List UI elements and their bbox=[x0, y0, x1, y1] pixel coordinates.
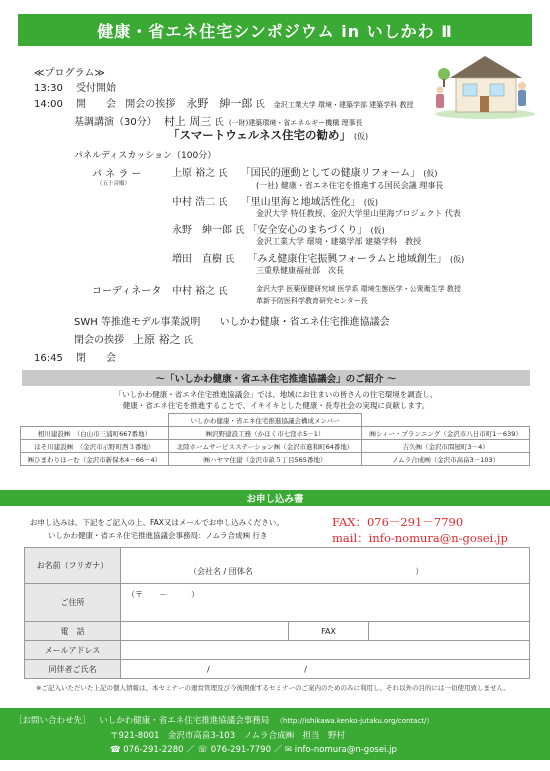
panelist-1-honor: 氏 bbox=[218, 169, 228, 179]
member-table-header: いしかわ健康・省エネ住宅推進協議会構成メンバー bbox=[168, 414, 361, 427]
fax-field-label: FAX bbox=[289, 622, 369, 641]
apply-heading: お申し込み書 bbox=[0, 490, 550, 506]
company-hint: （会社名 / 団体名 bbox=[189, 567, 253, 576]
panelist-2-affiliation: 金沢大学 特任教授、金沢大学里山里海プロジェクト 代表 bbox=[256, 209, 461, 218]
coordinator-label: コーディネータ bbox=[92, 286, 162, 297]
panelist-2-honor: 氏 bbox=[218, 198, 228, 208]
mail-icon: ✉ bbox=[284, 745, 293, 755]
keynote-title-row bbox=[168, 127, 368, 143]
footer-tel[interactable]: 076-291-2280 bbox=[123, 745, 184, 755]
phone-field[interactable] bbox=[121, 622, 289, 641]
panelist-4-affiliation: 三重県健康福祉部 次長 bbox=[256, 266, 344, 275]
panelist-3-affiliation: 金沢工業大学 環境・建築学部 建築学科 教授 bbox=[256, 237, 422, 246]
panelist-3-title: 「安全安心のまちづくり」 bbox=[247, 225, 368, 236]
closing-greeting-row bbox=[74, 331, 193, 347]
apply-mail[interactable]: mail：info-nomura@n-gosei.jp bbox=[332, 531, 508, 545]
coordinator-name-row bbox=[172, 282, 227, 297]
panelist-3-name: 永野 紳一郎 bbox=[172, 225, 232, 236]
association-heading: ～「いしかわ健康・省エネ住宅推進協議会」のご紹介 ～ bbox=[22, 370, 530, 386]
address-field[interactable] bbox=[121, 584, 530, 622]
member-cell: ㈱沢野建設工務（かほく市七窪ホ5－1） bbox=[168, 427, 361, 440]
panelist-1-tentative: (仮) bbox=[423, 169, 438, 178]
program-heading: ≪プログラム≫ bbox=[34, 68, 105, 79]
member-cell: ㈱ハヤマ住建（金沢市畝５丁目565番地） bbox=[168, 453, 361, 466]
greeting-affiliation: 金沢工業大学 環境・建築学部 建築学科 教授 bbox=[273, 101, 414, 109]
open-time: 14:00 bbox=[34, 99, 63, 110]
keynote-affiliation: (一財)建築環境・省エネルギー機構 理事長 bbox=[228, 119, 363, 127]
panelist-order: （五十音順） bbox=[97, 181, 131, 187]
closing-greeting-name: 上原 裕之 bbox=[133, 333, 181, 346]
apply-note-1: お申し込みは、下記をご記入の上、FAX又はメールでお申し込みください。 bbox=[30, 518, 284, 527]
closing-greeting-label: 閉会の挨拶 bbox=[74, 335, 124, 346]
table-row bbox=[21, 440, 530, 453]
company-hint-close: ） bbox=[415, 567, 424, 576]
office-url[interactable]: （http://ishikawa.kenko-jutaku.org/contact/） bbox=[275, 717, 434, 725]
association-desc-line-1: 「いしかわ健康・省エネ住宅推進協議会」では、地域にお住まいの皆さんの住宅環境を調査し、 bbox=[114, 390, 438, 399]
footer-line-1 bbox=[14, 714, 433, 726]
panelist-4-tentative: (仮) bbox=[449, 255, 465, 264]
closing-row bbox=[34, 349, 116, 364]
panelist-3-tentative: (仮) bbox=[370, 226, 385, 235]
panelist-3-honor: 氏 bbox=[235, 226, 245, 236]
coordinator-affiliation-2: 革新予防医科学教育研究センター長 bbox=[256, 297, 368, 305]
panelist-1-title: 「国民的運動としての健康リフォーム」 bbox=[240, 168, 421, 179]
application-form bbox=[24, 547, 530, 679]
footer-address: 〒921-8001 金沢市高畠3-103 ノムラ合成㈱ 担当 野村 bbox=[110, 731, 346, 741]
keynote-tentative: (仮) bbox=[353, 132, 369, 141]
panelist-label: パ ネ ラ ー bbox=[92, 169, 142, 180]
footer-email[interactable]: info-nomura@n-gosei.jp bbox=[294, 745, 397, 755]
coordinator-affiliation-1: 金沢大学 医薬保健研究域 医学系 環境生態医学・公衆衛生学 教授 bbox=[256, 285, 461, 293]
panelist-1-name: 上原 裕之 bbox=[172, 168, 216, 179]
greeting-label: 開会の挨拶 bbox=[125, 99, 176, 110]
reception-label: 受付開始 bbox=[76, 83, 117, 94]
panelist-1-affiliation: (一社) 健康・省エネ住宅を推進する国民会議 理事長 bbox=[256, 181, 444, 190]
name-field[interactable] bbox=[121, 548, 530, 584]
member-cell: 北陸ホームサービスステーション㈱（金沢市進和町64番地） bbox=[168, 440, 361, 453]
postal-hint: （〒 － ） bbox=[127, 590, 199, 599]
member-cell: ㈱ひまわりほーむ（金沢市新保本4－66－4） bbox=[21, 453, 169, 466]
office-name: いしかわ健康・省エネ住宅推進協議会事務局 bbox=[99, 716, 270, 726]
member-table bbox=[20, 413, 530, 466]
table-row bbox=[21, 453, 530, 466]
panelist-2-name: 中村 浩二 bbox=[172, 197, 216, 208]
member-cell: ほそ川建設㈱ （金沢市示野町西３番地） bbox=[21, 440, 169, 453]
table-row bbox=[21, 427, 530, 440]
email-field-label: メールアドレス bbox=[25, 641, 121, 660]
keynote-honor: 氏 bbox=[214, 118, 224, 128]
phone-field-label: 電 話 bbox=[25, 622, 121, 641]
footer bbox=[0, 708, 550, 760]
member-cell: 吉久㈱（金沢市問屋町3－4） bbox=[362, 440, 530, 453]
association-desc-line-2: 健康・省エネ住宅を推進することで、イキイキとした健康・長寿社会の実現に貢献します。 bbox=[122, 401, 430, 410]
page-title: 健康・省エネ住宅シンポジウム in いしかわ Ⅱ bbox=[18, 14, 532, 46]
house-illustration-icon bbox=[430, 50, 535, 120]
coordinator-name: 中村 裕之 bbox=[172, 286, 216, 297]
contact-label: ［お問い合わせ先］ bbox=[14, 716, 91, 726]
keynote-name: 村上 周三 bbox=[163, 115, 212, 128]
footer-line-3: ☎ 076-291-2280 ／ ☏ 076-291-7790 ／ ✉ info-nomura@n-gosei.jp bbox=[110, 745, 397, 755]
swh-org: いしかわ健康・省エネ住宅推進協議会 bbox=[219, 317, 390, 328]
closing-greeting-honor: 氏 bbox=[183, 336, 193, 346]
greeting-honor: 氏 bbox=[255, 100, 265, 110]
opening-row bbox=[34, 95, 413, 111]
panelist-4-name: 増田 直樹 bbox=[172, 254, 222, 265]
coordinator-honor: 氏 bbox=[218, 287, 228, 297]
close-label: 閉 会 bbox=[76, 353, 117, 364]
companion-field-label: 同伴者ご氏名 bbox=[25, 660, 121, 679]
member-cell: ㈱シィー・プランニング（金沢市八日市町1－639） bbox=[362, 427, 530, 440]
keynote-label: 基調講演（30分） bbox=[74, 117, 157, 128]
panelist-4-title: 「みえ健康住宅振興フォーラムと地域創生」 bbox=[247, 254, 447, 265]
panel-heading: パネルディスカッション（100分） bbox=[74, 151, 217, 161]
apply-fax: FAX：076－291－7790 bbox=[332, 515, 464, 529]
open-label: 開 会 bbox=[76, 99, 117, 110]
panelist-2-title: 「里山里海と地域活性化」 bbox=[240, 197, 361, 208]
member-cell: 相川建設㈱ （白山市三浦町667番地） bbox=[21, 427, 169, 440]
member-cell: ノムラ合成㈱（金沢市高畠3－103） bbox=[362, 453, 530, 466]
apply-note-2: いしかわ健康・省エネ住宅推進協議会事務局：ノムラ合成㈱ 行き bbox=[48, 531, 268, 540]
keynote-title: 「スマートウェルネス住宅の勧め」 bbox=[168, 128, 351, 142]
privacy-note: ※ご記入いただいた上記の個人情報は、本セミナーの運営管理及び今後開催するセミナーのご案内のためのみに利用し、それ以外の目的には一切使用致しません。 bbox=[36, 684, 510, 692]
panelist-4-honor: 氏 bbox=[225, 255, 235, 265]
panelist-1-title-row bbox=[172, 164, 438, 179]
companion-separator: / bbox=[304, 664, 307, 674]
name-field-label: お名前（フリガナ） bbox=[25, 548, 121, 584]
fax-field[interactable] bbox=[369, 622, 530, 641]
companion-field[interactable] bbox=[121, 660, 530, 679]
address-field-label: ご住所 bbox=[25, 584, 121, 622]
panelist-3-title-row bbox=[172, 221, 385, 236]
reception-row bbox=[34, 79, 116, 94]
fax-icon: ☏ bbox=[197, 745, 209, 755]
reception-time: 13:30 bbox=[34, 83, 63, 94]
close-time: 16:45 bbox=[34, 353, 63, 364]
panelist-4-title-row bbox=[172, 250, 464, 265]
association-description bbox=[22, 389, 530, 411]
phone-icon: ☎ bbox=[110, 745, 121, 755]
email-field[interactable] bbox=[121, 641, 530, 660]
panelist-2-title-row bbox=[172, 193, 378, 208]
swh-label: SWH 等推進モデル事業説明 bbox=[74, 317, 201, 328]
footer-fax: 076-291-7790 bbox=[210, 745, 271, 755]
panelist-2-tentative: (仮) bbox=[363, 198, 379, 207]
companion-separator: / bbox=[207, 664, 210, 674]
swh-row bbox=[74, 313, 390, 328]
greeting-name: 永野 紳一郎 bbox=[186, 97, 253, 110]
